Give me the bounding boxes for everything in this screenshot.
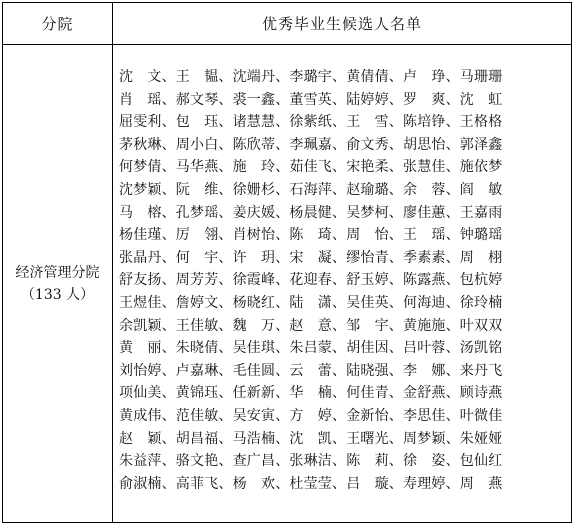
name-line: 项仙美、黄锦珏、任新新、华 楠、何佳青、金舒燕、顾诗燕: [119, 385, 503, 402]
name-line: 余凯颖、王佳敏、魏 万、赵 意、邹 宇、黄施施、叶双双: [119, 317, 503, 334]
name-line: 赵 颖、胡昌福、马浩楠、沈 凯、王曙光、周梦颖、朱娅娅: [119, 430, 503, 447]
name-line: 张晶丹、何 宇、许 玥、宋 凝、缪怡青、季素素、周 栩: [119, 249, 503, 266]
table-header-row: [3, 3, 571, 45]
name-list-cell: [113, 45, 571, 522]
name-line: 何梦倩、马华燕、施 玲、茹佳飞、宋艳柔、张慧佳、施依梦: [119, 159, 503, 176]
name-line: 杨佳瑾、厉 翎、肖树怡、陈 琦、周 怡、王 瑶、钟璐瑶: [119, 227, 503, 244]
name-line: 茅秋琳、周小白、陈欣蒂、李珮嘉、俞文秀、胡思怡、郭泽鑫: [119, 136, 503, 153]
candidate-count: （133 人）: [20, 286, 95, 303]
table-body-row: [3, 45, 571, 522]
name-line: 朱益萍、骆文艳、查广昌、张琳洁、陈 莉、徐 姿、包仙红: [119, 453, 503, 470]
name-line: 俞淑楠、高菲飞、杨 欢、杜莹莹、吕 璇、寿理婷、周 燕: [119, 475, 503, 492]
name-line: 刘怡婷、卢嘉琳、毛佳圆、云 蕾、陆晓强、李 娜、来丹飞: [119, 362, 503, 379]
name-line: 舒友扬、周芳芳、徐霞峰、花迎春、舒玉婷、陈露燕、包杭婷: [119, 272, 503, 289]
name-line: 马 榕、孔梦瑶、姜庆媛、杨晨健、吴梦柯、廖佳蕙、王嘉雨: [119, 204, 503, 221]
department-column-header: 分院: [3, 3, 113, 44]
name-line: 黄 丽、朱晓倩、吴佳琪、朱吕蒙、胡佳因、吕叶蓉、汤凯铭: [119, 340, 503, 357]
name-line: 黄成伟、范佳敏、吴安寅、方 婷、金新怡、李思佳、叶微佳: [119, 407, 503, 424]
candidate-table: [2, 2, 572, 523]
name-line: 肖 瑶、郝文琴、裘一鑫、董雪英、陆婷婷、罗 爽、沈 虹: [119, 91, 503, 108]
name-line: 屈雯利、包 珏、诸慧慧、徐紫纸、王 雪、陈培铮、王格格: [119, 114, 503, 131]
department-cell: [3, 45, 113, 522]
name-line: 沈梦颖、阮 维、徐姗杉、石海萍、赵瑜璐、余 蓉、阎 敏: [119, 181, 503, 198]
name-line: 沈 文、王 韫、沈端丹、李璐宇、黄倩倩、卢 琤、马珊珊: [119, 69, 503, 85]
name-list-column-header: 优秀毕业生候选人名单: [261, 15, 422, 33]
name-line: 王煜佳、詹婷文、杨晓红、陆 潇、吴佳英、何海迪、徐玲楠: [119, 294, 503, 311]
department-name: 经济管理分院: [15, 264, 100, 281]
